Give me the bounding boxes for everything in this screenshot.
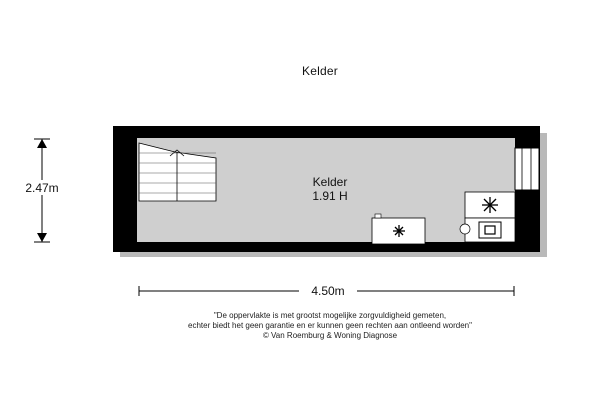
- dryer-icon: [460, 218, 515, 242]
- height-label: 2.47m: [25, 181, 59, 195]
- disclaimer-line-2: echter biedt het geen garantie en er kunnen geen rechten aan ontleend worden": [188, 321, 472, 330]
- room-ceiling-height: 1.91 H: [312, 189, 348, 203]
- room-name: Kelder: [312, 175, 348, 189]
- disclaimer: [130, 311, 530, 341]
- fan-icon: [372, 214, 425, 244]
- disclaimer-line-1: "De oppervlakte is met grootst mogelijke zorgvuldigheid gemeten,: [213, 311, 447, 320]
- washing-machine-icon: [465, 192, 515, 218]
- floor-title: Kelder: [302, 64, 338, 78]
- window-icon: [515, 148, 539, 190]
- copyright-line: © Van Roemburg & Woning Diagnose: [262, 331, 398, 340]
- width-label: 4.50m: [311, 284, 345, 298]
